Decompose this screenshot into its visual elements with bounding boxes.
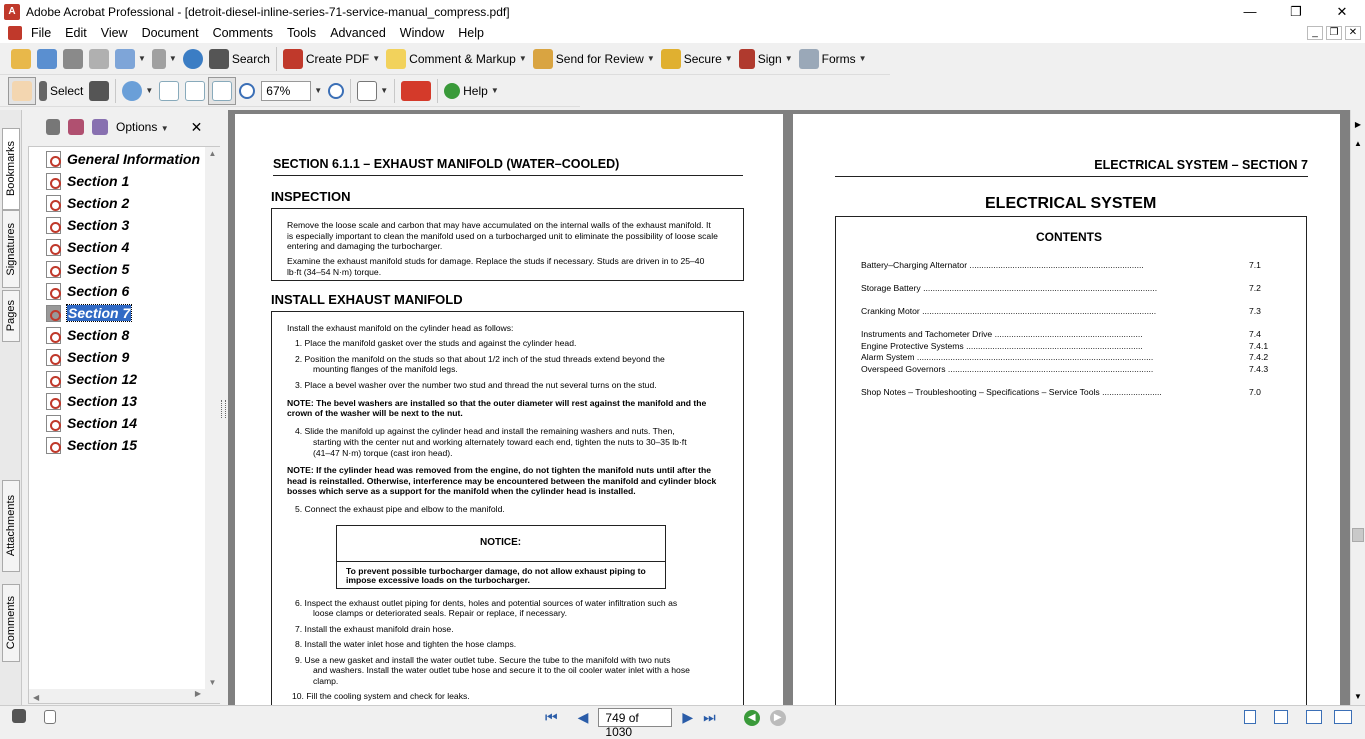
actual-size-button[interactable] (156, 77, 182, 105)
yahoo-icon (401, 81, 431, 101)
email-icon (115, 49, 135, 69)
install-heading: INSTALL EXHAUST MANIFOLD (271, 292, 463, 307)
menu-edit[interactable]: Edit (65, 26, 87, 40)
install-step: and washers. Install the water outlet tube hose and secure it to the oil cooler water inlet with a hose (313, 665, 690, 675)
minimize-button[interactable]: — (1243, 4, 1257, 19)
bookmark-item[interactable] (46, 237, 129, 257)
zoom-in-tool-button[interactable] (119, 77, 156, 105)
install-step: 8. Install the water inlet hose and tighten the hose clamps. (295, 639, 517, 649)
tab-bookmarks[interactable] (2, 128, 20, 210)
open-folder-icon (11, 49, 31, 69)
install-step: 5. Connect the exhaust pipe and elbow to the manifold. (295, 504, 505, 514)
bookmark-icon (46, 327, 61, 344)
secure-label: Secure (683, 51, 722, 66)
help-icon (444, 83, 460, 99)
toc-entry: Battery–Charging Alternator ......................................................................... (861, 260, 1144, 270)
bookmark-item[interactable] (46, 391, 137, 411)
chevron-down-icon: ▼ (518, 54, 527, 63)
page-section-header: ELECTRICAL SYSTEM – SECTION 7 (1094, 158, 1308, 172)
send-review-button[interactable] (530, 45, 658, 73)
document-view[interactable] (228, 110, 1350, 705)
rotate-button[interactable] (354, 77, 391, 105)
hand-tool-button[interactable] (8, 77, 36, 105)
inspection-text: is especially important to clean the manifold used on a turbocharged unit to eliminate the possibility of loose scale (287, 231, 718, 241)
chevron-down-icon: ▼ (490, 86, 499, 95)
doc-close-button[interactable]: ✕ (1345, 26, 1361, 40)
scroll-down-icon[interactable]: ▼ (1354, 692, 1362, 701)
inspection-text: Examine the exhaust manifold studs for damage. Replace the studs if necessary. Studs are driven in to 25–40 (287, 256, 705, 266)
bookmarks-vertical-scrollbar[interactable]: ▲ ▼ (205, 147, 220, 703)
bookmark-label: General Information (67, 151, 201, 167)
comment-markup-button[interactable] (383, 45, 530, 73)
next-page-icon[interactable]: ▶ (682, 709, 694, 725)
menu-tools[interactable]: Tools (287, 26, 317, 40)
bookmark-label: Section 8 (67, 327, 130, 343)
secure-button[interactable] (658, 45, 736, 73)
bookmark-label: Section 2 (67, 195, 130, 211)
bookmark-item[interactable] (46, 303, 131, 323)
doc-restore-button[interactable]: ❐ (1326, 26, 1342, 40)
install-step: 4. Slide the manifold up against the cylinder head and install the remaining washers and nuts. Then, (295, 426, 675, 436)
bookmark-icon (46, 305, 61, 322)
note-text: bosses which serve as a support for the manifold when the cylinder head is installed. (287, 486, 636, 496)
chevron-down-icon: ▼ (372, 54, 381, 63)
zoom-out-icon (239, 83, 255, 99)
toc-page-number: 7.2 (1249, 283, 1261, 293)
install-step: (41–47 N·m) torque (cast iron head). (313, 448, 453, 458)
camera-icon (89, 81, 109, 101)
close-panel-icon[interactable]: ✕ (190, 118, 203, 135)
bookmark-icon (46, 349, 61, 366)
panel-splitter[interactable] (220, 110, 228, 705)
bookmark-label: Section 3 (67, 217, 130, 233)
lock-icon (661, 49, 681, 69)
chevron-down-icon: ▼ (138, 54, 146, 63)
forms-icon (799, 49, 819, 69)
toc-entry: Cranking Motor .................................................................................................. (861, 306, 1157, 316)
go-forward-icon[interactable]: ▶ (770, 710, 786, 726)
bookmarks-panel (22, 110, 220, 705)
note-text: NOTE: If the cylinder head was removed from the engine, do not tighten the manifold nuts until after the (287, 465, 711, 475)
install-step: 3. Place a bevel washer over the number two stud and thread the nut several turns on the stud. (295, 380, 657, 390)
main-toolbar (0, 43, 890, 75)
toc-page-number: 7.0 (1249, 387, 1261, 397)
last-page-icon[interactable]: ⏭ (703, 709, 716, 725)
zoom-out-button[interactable] (236, 77, 258, 105)
menu-help[interactable]: Help (458, 26, 484, 40)
scroll-up-icon[interactable]: ▶ (1354, 120, 1362, 129)
go-back-icon[interactable]: ◀ (744, 710, 760, 726)
bookmark-icon (46, 195, 61, 212)
printer-icon (89, 49, 109, 69)
bookmark-label: Section 1 (67, 173, 130, 189)
binoculars-icon (209, 49, 229, 69)
toc-page-number: 7.3 (1249, 306, 1261, 316)
toc-entry: Storage Battery .................................................................................................. (861, 283, 1158, 293)
toc-entry: Alarm System ................................................................................................... (861, 352, 1154, 362)
document-vertical-scrollbar[interactable] (1350, 110, 1365, 705)
options-button[interactable] (116, 120, 169, 134)
yahoo-search-button[interactable] (398, 77, 434, 105)
create-pdf-button[interactable] (280, 45, 383, 73)
page-layout-icon[interactable] (44, 710, 56, 724)
rotate-icon (357, 81, 377, 101)
snapshot-tool-button[interactable] (86, 77, 112, 105)
hand-icon (12, 81, 32, 101)
forms-label: Forms (821, 51, 856, 66)
search-button[interactable] (206, 45, 273, 73)
chevron-down-icon: ▼ (168, 54, 177, 63)
single-page-icon[interactable] (1244, 710, 1256, 724)
help-label: Help (463, 83, 488, 98)
globe-icon (183, 49, 203, 69)
bookmark-icon (46, 239, 61, 256)
bookmark-label: Section 14 (67, 415, 138, 431)
chevron-down-icon: ▼ (380, 86, 389, 95)
menu-comments[interactable]: Comments (212, 26, 273, 40)
fit-page-icon (185, 81, 205, 101)
sign-label: Sign (757, 51, 782, 66)
pen-icon (739, 49, 755, 69)
window-title: Adobe Acrobat Professional - [detroit-diesel-inline-series-71-service-manual_compress.pdf] (26, 4, 510, 19)
toc-page-number: 7.4.2 (1249, 352, 1269, 362)
inspection-heading: INSPECTION (271, 189, 351, 204)
close-button[interactable]: ✕ (1336, 3, 1348, 19)
organizer-icon (37, 49, 57, 69)
install-text: Install the exhaust manifold on the cylinder head as follows: (287, 323, 514, 333)
toc-page-number: 7.4 (1249, 329, 1261, 339)
page-title: ELECTRICAL SYSTEM (985, 195, 1157, 212)
menu-view[interactable]: View (100, 26, 128, 40)
bookmark-item[interactable] (46, 347, 129, 367)
bookmark-label: Section 12 (67, 371, 138, 387)
menu-window[interactable]: Window (399, 26, 445, 40)
status-bar (0, 705, 1365, 739)
bookmark-label: Section 7 (68, 305, 131, 321)
chevron-down-icon: ▼ (858, 54, 867, 63)
create-pdf-icon (283, 49, 303, 69)
email-button[interactable] (112, 45, 149, 73)
fit-page-button[interactable] (182, 77, 208, 105)
install-step: 1. Place the manifold gasket over the studs and against the cylinder head. (295, 338, 577, 348)
scroll-up-arrow-icon[interactable]: ▲ (1354, 139, 1362, 148)
bookmark-item[interactable] (46, 369, 137, 389)
chevron-down-icon: ▼ (145, 86, 154, 95)
tab-signatures-label: Signatures (5, 222, 17, 276)
bookmark-label: Section 9 (67, 349, 130, 365)
bookmarks-horizontal-scrollbar[interactable]: ◀ ▶ (29, 689, 205, 703)
attach-button[interactable] (149, 45, 180, 73)
tab-comments[interactable] (2, 584, 20, 662)
review-icon (533, 49, 553, 69)
bookmark-item[interactable] (46, 435, 137, 455)
new-bookmark-icon[interactable] (68, 119, 84, 135)
install-step: clamp. (313, 676, 339, 686)
toc-page-number: 7.4.1 (1249, 341, 1269, 351)
tab-pages-label: Pages (5, 300, 17, 332)
menu-document[interactable]: Document (141, 26, 199, 40)
bookmark-properties-icon[interactable] (92, 119, 108, 135)
contents-heading: CONTENTS (1036, 230, 1102, 244)
install-step: 10. Fill the cooling system and check for leaks. (292, 691, 470, 701)
restore-button[interactable]: ❐ (1290, 3, 1302, 19)
note-text: crown of the washer will be next to the nut. (287, 408, 463, 418)
bookmark-item[interactable] (46, 259, 129, 279)
save-button[interactable] (60, 45, 86, 73)
bookmark-label: Section 13 (67, 393, 138, 409)
note-text: NOTE: The bevel washers are installed so that the outer diameter will rest against the manifold and the (287, 398, 707, 408)
search-label: Search (231, 51, 270, 66)
bookmark-label: Section 15 (67, 437, 138, 453)
install-step: 6. Inspect the exhaust outlet piping for dents, holes and potential sources of water infiltration such as (295, 598, 678, 608)
bookmark-icon (46, 371, 61, 388)
zoom-in-button[interactable] (325, 77, 347, 105)
install-step: mounting flanges of the manifold legs. (313, 364, 458, 374)
install-step: loose clamps or deteriorated seals. Repair or replace, if necessary. (313, 608, 567, 618)
inspection-text: Remove the loose scale and carbon that may have accumulated on the internal walls of the exhaust manifold. It (287, 220, 711, 230)
bookmark-item[interactable] (46, 149, 200, 169)
bookmark-label: Section 5 (67, 261, 130, 277)
acrobat-app-icon: A (4, 4, 20, 20)
page-number-input[interactable]: 749 of 1030 (598, 708, 672, 727)
forms-button[interactable] (796, 45, 870, 73)
chevron-down-icon: ▼ (784, 54, 793, 63)
text-cursor-icon (39, 81, 47, 101)
note-text: head is reinstalled. Otherwise, interference may be encountered between the manifold and cylinder block (287, 476, 717, 486)
magnifier-icon (122, 81, 142, 101)
help-button[interactable] (441, 77, 502, 105)
inspection-text: entering and damaging the turbocharger. (287, 241, 443, 251)
navigation-tab-strip (0, 110, 22, 705)
review-label: Send for Review (555, 51, 644, 66)
chevron-down-icon: ▼ (724, 54, 733, 63)
tab-bookmarks-label: Bookmarks (5, 141, 17, 197)
fit-width-icon (212, 81, 232, 101)
print-button[interactable] (86, 45, 112, 73)
sign-button[interactable] (736, 45, 796, 73)
tab-signatures[interactable] (2, 210, 20, 288)
comment-icon (386, 49, 406, 69)
toc-entry: Shop Notes – Troubleshooting – Specifications – Service Tools ......................... (861, 387, 1162, 397)
bookmark-label: Section 4 (67, 239, 130, 255)
continuous-icon[interactable] (1274, 710, 1288, 724)
bookmark-icon (46, 415, 61, 432)
select-tool-button[interactable] (36, 77, 86, 105)
menu-bar (0, 23, 1365, 43)
tab-attachments-label: Attachments (5, 495, 17, 557)
page-section-header: SECTION 6.1.1 – EXHAUST MANIFOLD (WATER–COOLED) (273, 157, 620, 171)
toc-page-number: 7.4.3 (1249, 364, 1269, 374)
pdf-page-right (793, 114, 1340, 705)
bookmark-item[interactable] (46, 325, 129, 345)
toc-page-number: 7.1 (1249, 260, 1261, 270)
comment-label: Comment & Markup (409, 51, 516, 66)
install-step: 7. Install the exhaust manifold drain hose. (295, 624, 454, 634)
save-disk-icon (63, 49, 83, 69)
first-page-icon[interactable]: ⏮ (545, 709, 558, 725)
document-icon[interactable] (8, 26, 22, 40)
bookmark-item[interactable] (46, 215, 129, 235)
bookmark-label: Section 6 (67, 283, 130, 299)
facing-icon[interactable] (1306, 710, 1322, 724)
menu-advanced[interactable]: Advanced (330, 26, 386, 40)
scroll-thumb[interactable] (1352, 528, 1364, 542)
page-view-icon[interactable] (12, 709, 26, 723)
zoom-value-input[interactable]: 67% (261, 81, 311, 101)
toc-entry: Engine Protective Systems .......................................................................... (861, 341, 1143, 351)
bookmark-item[interactable] (46, 171, 129, 191)
notice-text: To prevent possible turbocharger damage, do not allow exhaust piping to (346, 566, 646, 576)
bookmark-icon (46, 283, 61, 300)
bookmark-list (28, 146, 226, 704)
select-label: Select (50, 83, 84, 98)
toc-entry: Overspeed Governors ...................................................................................... (861, 364, 1154, 374)
bookmark-item[interactable] (46, 193, 129, 213)
bookmark-item[interactable] (46, 281, 129, 301)
notice-text: impose excessive loads on the turbocharger. (346, 575, 530, 585)
bookmark-icon (46, 173, 61, 190)
previous-page-icon[interactable]: ◀ (577, 709, 589, 725)
bookmark-icon (46, 151, 61, 168)
paperclip-icon (152, 49, 166, 69)
navigation-toolbar (0, 75, 580, 107)
notice-title: NOTICE: (480, 537, 522, 548)
continuous-facing-icon[interactable] (1334, 710, 1352, 724)
doc-minimize-button[interactable]: _ (1307, 26, 1323, 40)
bookmark-icon (46, 261, 61, 278)
web-search-button[interactable] (180, 45, 206, 73)
fit-width-button[interactable] (208, 77, 236, 105)
tab-attachments[interactable] (2, 480, 20, 572)
bookmark-icon (46, 437, 61, 454)
chevron-down-icon: ▼ (646, 54, 655, 63)
bookmark-icon (46, 393, 61, 410)
inspection-text: lb·ft (34–54 N·m) torque. (287, 267, 382, 277)
install-step: starting with the center nut and working alternately toward each end, tighten the nuts to 30–35 lb·ft (313, 437, 687, 447)
install-step: 2. Position the manifold on the studs so that about 1/2 inch of the stud threads extend beyond the (295, 354, 665, 364)
organizer-button[interactable] (34, 45, 60, 73)
tab-comments-label: Comments (5, 596, 17, 650)
title-bar (0, 0, 1365, 23)
tab-pages[interactable] (2, 290, 20, 342)
zoom-dropdown-icon[interactable]: ▼ (314, 86, 323, 95)
zoom-in-icon (328, 83, 344, 99)
bookmark-item[interactable] (46, 413, 137, 433)
install-step: 9. Use a new gasket and install the water outlet tube. Secure the tube to the manifold with two nuts (295, 655, 671, 665)
toc-entry: Instruments and Tachometer Drive .............................................................. (861, 329, 1143, 339)
create-pdf-label: Create PDF (305, 51, 370, 66)
pdf-page-left (235, 114, 783, 705)
page-icon (159, 81, 179, 101)
open-button[interactable] (8, 45, 34, 73)
menu-file[interactable]: File (31, 26, 52, 40)
options-label: Options (116, 120, 158, 134)
chevron-down-icon: ▼ (160, 124, 169, 133)
trash-icon[interactable] (46, 119, 60, 135)
bookmark-icon (46, 217, 61, 234)
